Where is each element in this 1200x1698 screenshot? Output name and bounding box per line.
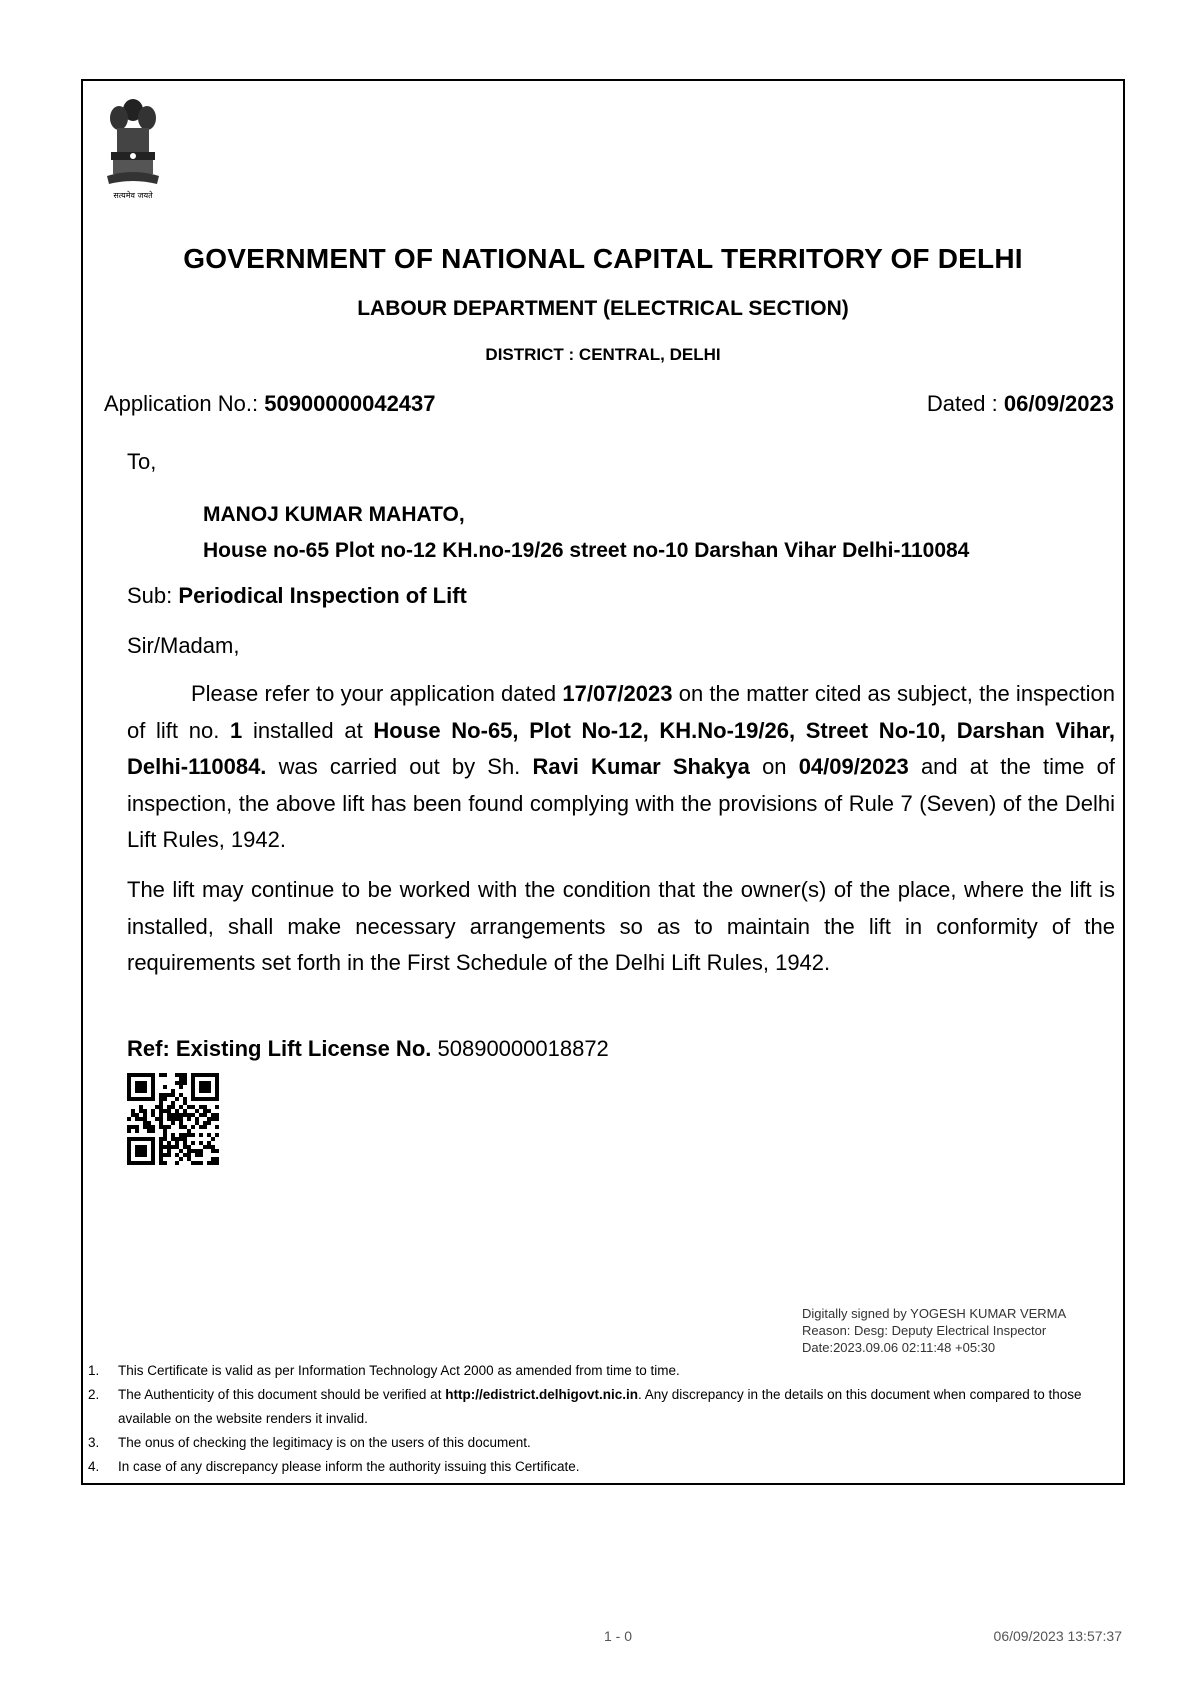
verification-link[interactable]: http://edistrict.delhigovt.nic.in xyxy=(445,1387,638,1402)
p1-text-c: installed at xyxy=(252,717,363,743)
inspection-date: 04/09/2023 xyxy=(798,754,909,779)
note-text: . Any discrepancy in the details on this document when compared to those available on the website renders it invalid. xyxy=(118,1387,1082,1426)
p1-text-d: was carried out by Sh. xyxy=(278,754,521,779)
salutation: Sir/Madam, xyxy=(127,633,240,658)
dated-value: 06/09/2023 xyxy=(1003,391,1114,416)
recipient-address: House no-65 Plot no-12 KH.no-19/26 street no-10 Darshan Vihar Delhi-110084 xyxy=(203,539,970,562)
note-text: In case of any discrepancy please inform the authority issuing this Certificate. xyxy=(118,1459,580,1474)
note-text: The Authenticity of this document should be verified at xyxy=(118,1387,442,1402)
print-timestamp: 06/09/2023 13:57:37 xyxy=(993,1628,1122,1644)
note-item xyxy=(88,1383,1118,1431)
inspector-name: Ravi Kumar Shakya xyxy=(532,754,750,779)
note-item xyxy=(88,1455,1118,1479)
to-label: To, xyxy=(127,449,157,474)
note-text: The onus of checking the legitimacy is on the users of this document. xyxy=(118,1435,531,1450)
subject-line xyxy=(127,583,467,609)
qr-code xyxy=(127,1073,219,1165)
signature-reason: Reason: Desg: Deputy Electrical Inspector xyxy=(802,1323,1047,1338)
lift-number: 1 xyxy=(230,717,243,743)
note-number: 3. xyxy=(88,1435,100,1450)
recipient-name: MANOJ KUMAR MAHATO, xyxy=(203,503,465,526)
p1-text-f: and at the time of inspection, the above lift has been found complying with the provisions of Rule 7 (Seven) of the Delhi Lift Rules, 1942. xyxy=(127,754,1115,852)
note-item xyxy=(88,1431,1118,1455)
digital-signature xyxy=(802,1305,1066,1356)
body-paragraph-1 xyxy=(127,676,1115,859)
site-address: House No-65, Plot No-12, KH.No-19/26, Street No-10, Darshan Vihar, Delhi-110084. xyxy=(127,717,1115,779)
note-number: 4. xyxy=(88,1459,100,1474)
subject-text: Periodical Inspection of Lift xyxy=(178,583,467,608)
signature-signed-by: Digitally signed by YOGESH KUMAR VERMA xyxy=(802,1306,1067,1321)
body-paragraph-2: The lift may continue to be worked with the condition that the owner(s) of the place, where the lift is installed, shall make necessary arrangements so as to maintain the lift in conformity of the requirements set forth in the First Schedule of the Delhi Lift Rules, 1942. xyxy=(127,877,1115,975)
national-emblem xyxy=(101,94,165,204)
application-date: 17/07/2023 xyxy=(562,681,673,706)
p1-text-a: Please refer to your application dated xyxy=(191,681,557,706)
svg-text:सत्यमेव जयते: सत्यमेव जयते xyxy=(113,191,153,200)
note-item xyxy=(88,1359,1118,1383)
application-label: Application No.: xyxy=(104,391,259,416)
addressee-block xyxy=(203,497,969,569)
dated-label: Dated : xyxy=(926,391,998,416)
reference-line xyxy=(127,1036,609,1062)
district-title: DISTRICT : CENTRAL, DELHI xyxy=(485,345,721,364)
subject-label: Sub: xyxy=(127,583,173,608)
note-number: 1. xyxy=(88,1363,100,1378)
application-number-line xyxy=(104,391,436,417)
application-number: 50900000042437 xyxy=(264,391,436,416)
page-number: 1 - 0 xyxy=(604,1628,633,1644)
government-title: GOVERNMENT OF NATIONAL CAPITAL TERRITORY OF DELHI xyxy=(183,243,1023,274)
reference-label: Ref: Existing Lift License No. xyxy=(127,1036,432,1061)
department-title: LABOUR DEPARTMENT (ELECTRICAL SECTION) xyxy=(357,297,849,320)
p1-text-e: on xyxy=(762,754,787,779)
reference-number: 50890000018872 xyxy=(437,1036,609,1061)
signature-date: Date:2023.09.06 02:11:48 +05:30 xyxy=(802,1340,996,1355)
note-text: This Certificate is valid as per Information Technology Act 2000 as amended from time to time. xyxy=(118,1363,680,1378)
note-number: 2. xyxy=(88,1387,100,1402)
p1-text-b: on the matter cited as subject, the inspection of lift no. xyxy=(127,681,1115,743)
dated-line xyxy=(927,391,1114,417)
notes-list xyxy=(88,1359,1118,1479)
